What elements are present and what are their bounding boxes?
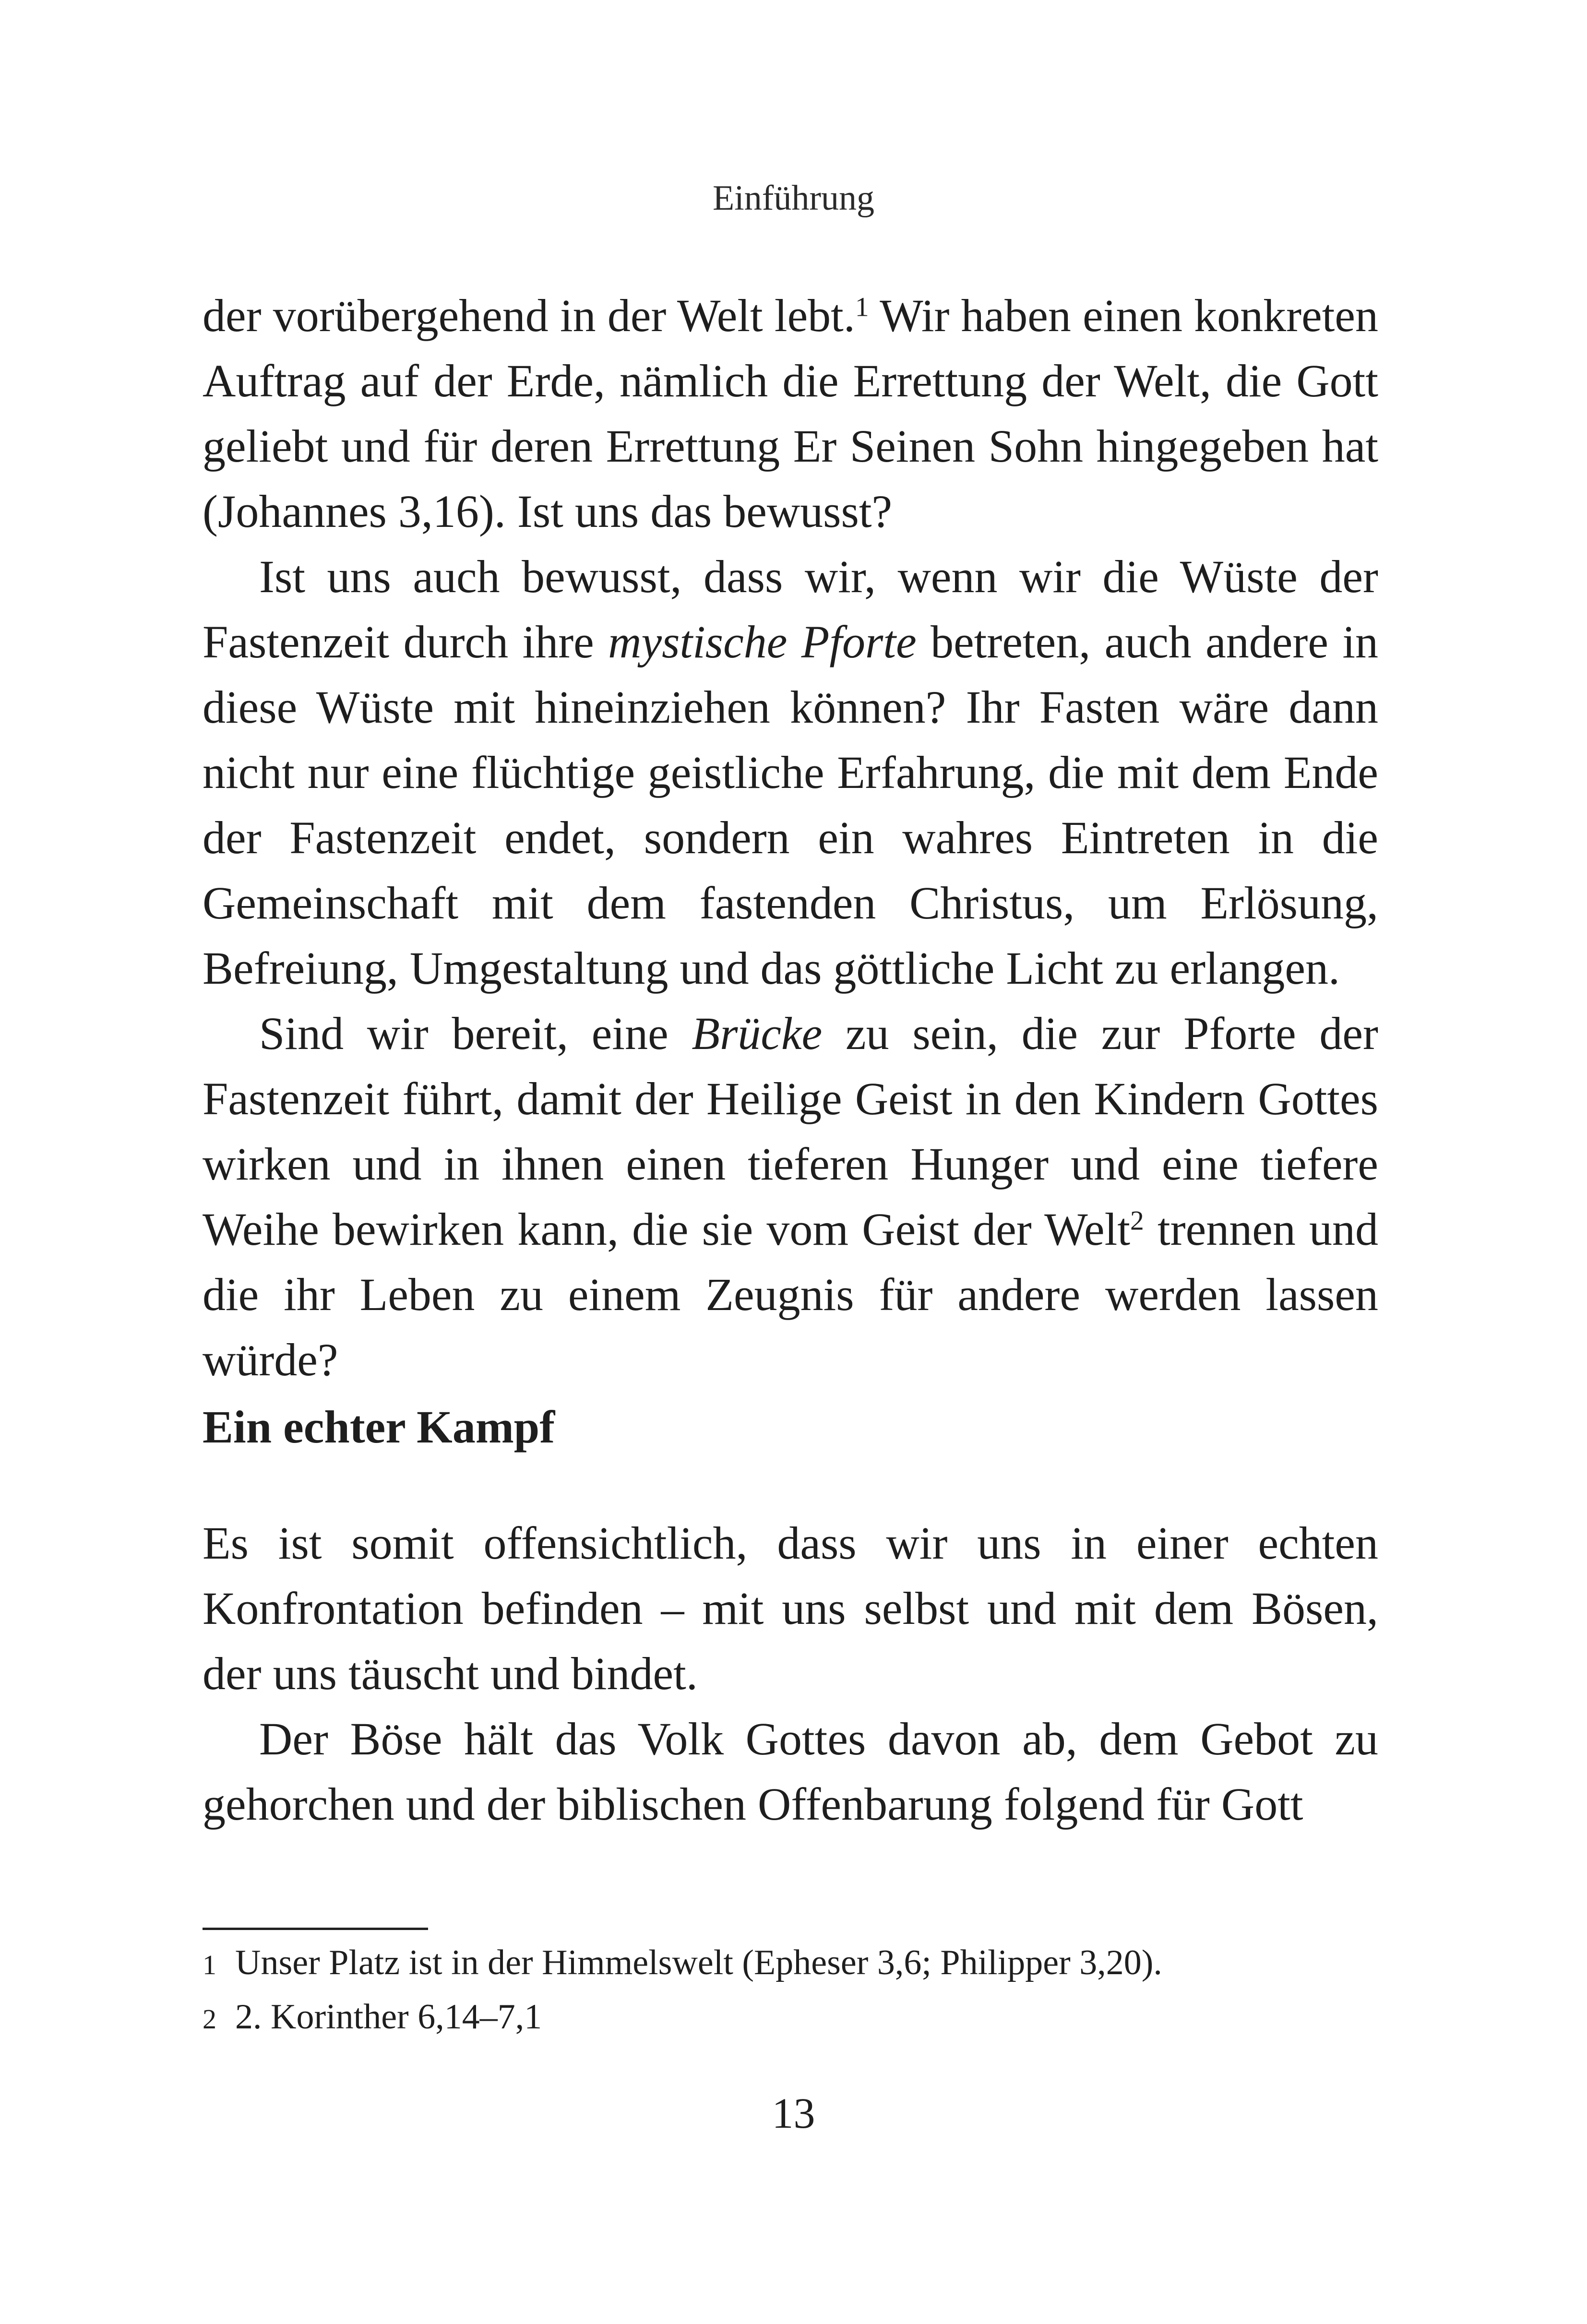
text-run: betreten, auch andere in diese Wüste mit hineinziehen können? Ihr Fasten wäre dann nicht nur eine flüchtige geistliche Erfahrung, die mit dem Ende der Fastenzeit endet, sondern ein wahres Eintreten in die Gemeinschaft mit dem fastenden Christus, um Erlösung, Befreiung, Umgestaltung und das göttliche Licht zu erlangen.	[203, 616, 1379, 994]
footnote-text: 2. Korinther 6,14–7,1	[235, 1997, 542, 2037]
footnote-2	[203, 1991, 1378, 2045]
page-number: 13	[772, 2090, 815, 2137]
text-run: trennen und die ihr Leben zu einem Zeugnis für andere werden lassen würde?	[203, 1204, 1379, 1385]
text-run: zu sein, die zur Pforte der Fastenzeit führt, damit der Heilige Geist in den Kindern Gottes wirken und in ihnen einen tieferen Hunger und eine tiefere Weihe bewirken kann, die sie vom Geist der Welt	[203, 1008, 1378, 1255]
text-run: Wir haben einen konkreten Auftrag auf der Erde, nämlich die Errettung der Welt, die Gott geliebt und für deren Errettung Er Seinen Sohn hingegeben hat (Johannes 3,16). Ist uns das bewusst?	[203, 290, 1379, 537]
footnote-divider	[203, 1928, 428, 1930]
footnote-ref-2: 2	[1130, 1205, 1144, 1236]
footnote-number: 1	[203, 1949, 216, 1980]
text-run: Sind wir bereit, eine	[259, 1008, 692, 1059]
footnote-number: 2	[203, 2003, 216, 2035]
paragraph	[203, 544, 1378, 1001]
footnote-1	[203, 1937, 1378, 1991]
footnote-ref-1: 1	[855, 292, 869, 322]
text-run: der vorübergehend in der Welt lebt.	[203, 290, 855, 341]
running-head: Einführung	[712, 179, 875, 218]
footnotes	[203, 1937, 1378, 2045]
footnote-text: Unser Platz ist in der Himmelswelt (Epheser 3,6; Philipper 3,20).	[235, 1943, 1162, 1982]
text-run: Ist uns auch bewusst, dass wir, wenn wir die Wüste der Fastenzeit durch ihre	[203, 551, 1378, 667]
paragraph: Es ist somit offensichtlich, dass wir uns in einer echten Konfrontation befinden – mit uns selbst und mit dem Bösen, der uns täuscht und bindet.	[203, 1517, 1378, 1699]
paragraph	[203, 1001, 1378, 1393]
body-text-bottom	[203, 1511, 1378, 1837]
paragraph: Der Böse hält das Volk Gottes davon ab, dem Gebot zu gehorchen und der biblischen Offenbarung folgend für Gott	[203, 1713, 1378, 1830]
section-heading: Ein echter Kampf	[203, 1401, 555, 1453]
emphasis: mystische Pforte	[608, 616, 917, 667]
body-text-top	[203, 283, 1378, 1393]
paragraph	[203, 283, 1378, 544]
emphasis: Brücke	[692, 1008, 823, 1059]
